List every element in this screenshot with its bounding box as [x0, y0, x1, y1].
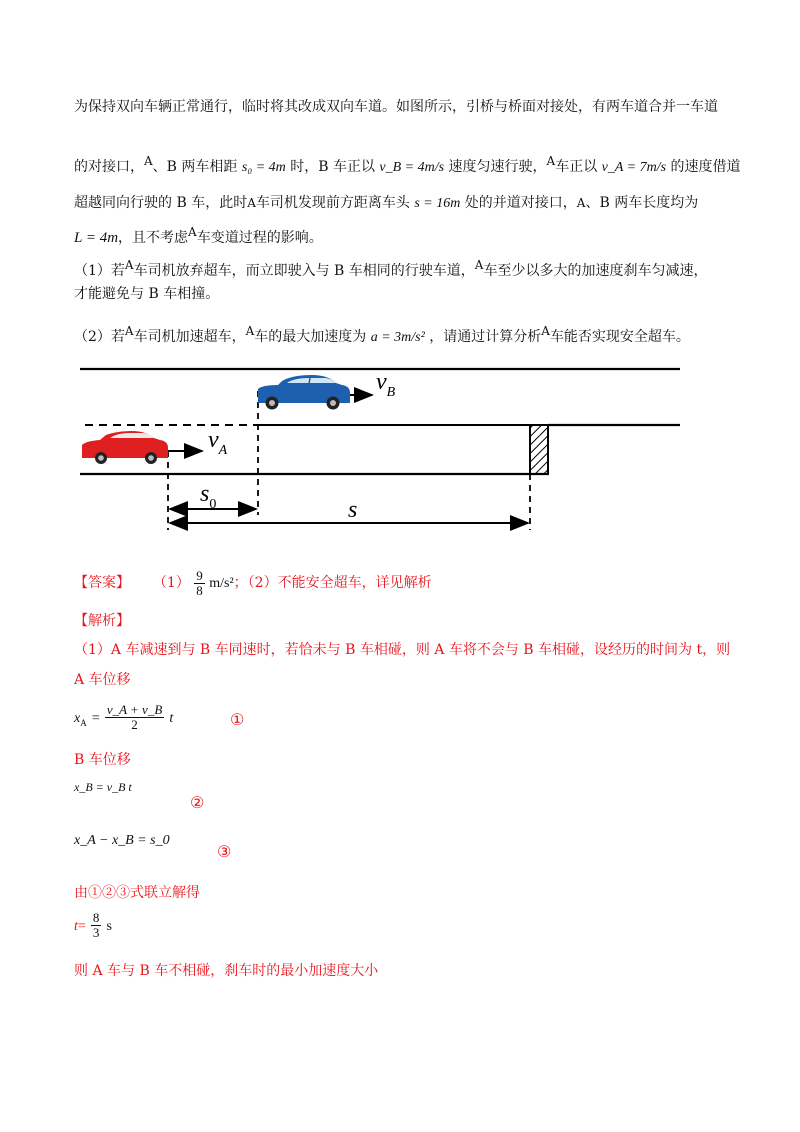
- time-result: t= $\frac{8}{3}$ s: [74, 910, 112, 940]
- vb-equation: v_B = 4m/s: [379, 160, 445, 175]
- problem-line-3: 超越同向行驶的 B 车，此时A车司机发现前方距离车头 s = 16m 处的并道对接口，A、B 两车长度均为: [74, 195, 699, 211]
- analysis-tag: 【解析】: [74, 613, 130, 629]
- analysis-b-displacement: B 车位移: [74, 752, 131, 768]
- answer-fraction: $\frac{9}{8}$: [196, 567, 203, 598]
- answer-line: 【答案】 （1） $\frac{9}{8}$ m/s²；（2）不能安全超车，详见解析: [74, 567, 432, 598]
- problem-line-4: L = 4m，且不考虑A车变道过程的影响。: [74, 225, 323, 246]
- s-equation: s = 16m: [414, 196, 461, 211]
- analysis-solve-line: 由①②③式联立解得: [74, 885, 200, 901]
- junction-barrier: [530, 425, 548, 474]
- road-diagram: [0, 355, 800, 540]
- analysis-conclusion: 则 A 车与 B 车不相碰，刹车时的最小加速度大小: [74, 963, 379, 979]
- a-equation: a = 3m/s²: [370, 330, 425, 345]
- va-equation: v_A = 7m/s: [601, 160, 667, 175]
- car-b: [258, 375, 350, 410]
- equation-2: x_B = v_B t: [74, 780, 132, 794]
- l-equation: L = 4m: [74, 230, 119, 246]
- s-label: s: [348, 497, 358, 523]
- car-a: [82, 431, 168, 464]
- question-2: （2）若A车司机加速超车，A车的最大加速度为 a = 3m/s² ，请通过计算分析A车能否实现安全超车。: [74, 324, 690, 345]
- va-label: $v_A$: [208, 427, 228, 458]
- question-1-line-2: 才能避免与 B 车相撞。: [74, 286, 220, 302]
- equation-1: $x_A$ = $\frac{v\_A + v\_B}{2}$ t: [74, 702, 174, 732]
- analysis-a-displacement: A 车位移: [74, 672, 131, 688]
- answer-unit: m/s²: [209, 576, 234, 591]
- marker-1: ①: [230, 710, 245, 729]
- analysis-para-1: （1）A 车减速到与 B 车同速时，若恰未与 B 车相碰，则 A 车将不会与 B 车相碰，设经历的时间为 t，则: [74, 642, 731, 658]
- problem-line-2: 的对接口，A、B 两车相距 s₀ = 4m 时，B 车正以 v_B = 4m/s 速度匀速行驶，A车正以 v_A = 7m/s 的速度借道: [74, 154, 741, 175]
- answer-tag: 【答案】: [74, 575, 130, 591]
- marker-3: ③: [217, 842, 232, 861]
- problem-line-1: 为保持双向车辆正常通行，临时将其改成双向车道。如图所示，引桥与桥面对接处，有两车道合并一车道: [74, 99, 718, 115]
- question-1: （1）若A车司机放弃超车，而立即驶入与 B 车相同的行驶车道，A车至少以多大的加速度刹车匀减速，: [74, 258, 708, 279]
- equation-3: x_A − x_B = s_0: [74, 833, 170, 848]
- vb-label: $v_B$: [376, 369, 396, 400]
- s0-label: $s_0$: [200, 481, 217, 512]
- marker-2: ②: [190, 793, 205, 812]
- s0-equation: s₀ = 4m: [241, 160, 286, 175]
